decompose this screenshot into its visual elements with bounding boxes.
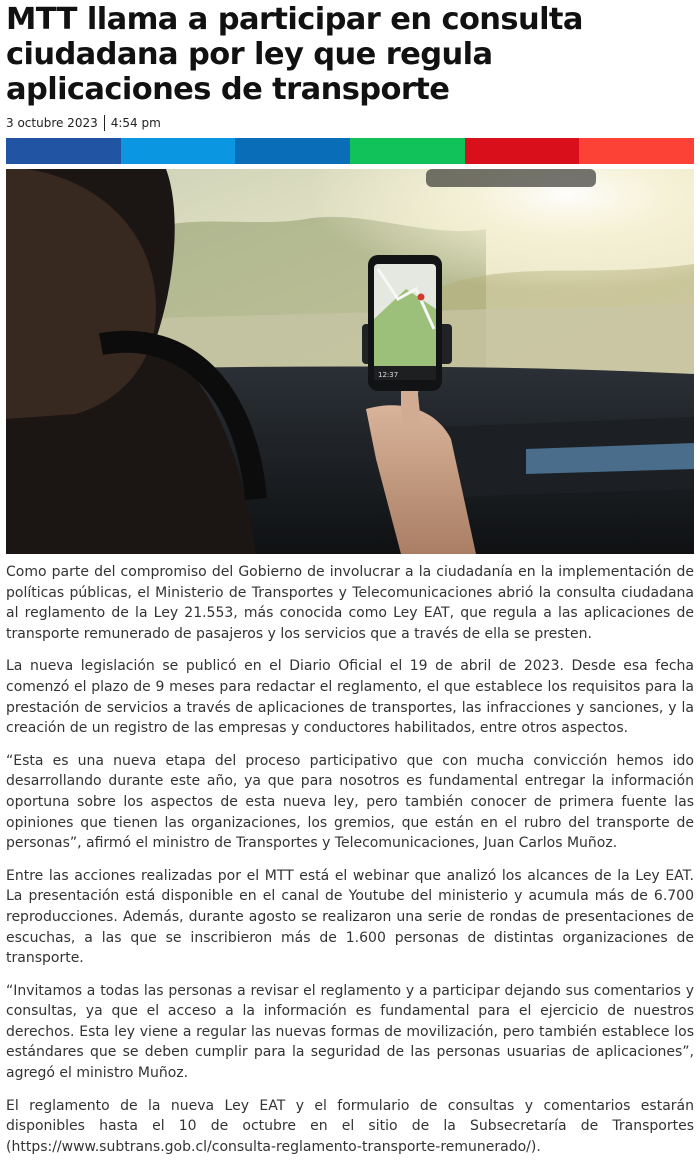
paragraph: “Invitamos a todas las personas a revisar el reglamento y a participar dejando sus comentarios y consultas, ya que el acceso a la información es fundamental para el ejercicio de nuestros derechos. Esta ley viene a regular las nuevas formas de movilización, pero también establece los estándares que se deben cumplir para la seguridad de las personas usuarias de aplicaciones”, agregó el ministro Muñoz. <box>6 982 694 1082</box>
hero-image <box>6 169 694 554</box>
color-stripe-6 <box>579 138 694 164</box>
paragraph: Como parte del compromiso del Gobierno de involucrar a la ciudadanía en la implementación de políticas públicas, el Ministerio de Transportes y Telecomunicaciones abrió la consulta ciudadana al reglamento de la Ley 21.553, más conocida como Ley EAT, que regula a las aplicaciones de transporte remunerado de pasajeros y los servicios que a través de ella se presten. <box>6 564 694 642</box>
paragraph: El reglamento de la nueva Ley EAT y el formulario de consultas y comentarios estarán disponibles hasta el 10 de octubre en el sitio de la Subsecretaría de Transportes (https://www.subtrans.gob.cl/consulta-reglamento-transporte-remunerado/). <box>6 1097 694 1155</box>
article-time: 4:54 pm <box>110 115 161 130</box>
article-date: 3 octubre 2023 <box>6 115 98 130</box>
color-stripe-1 <box>6 138 121 164</box>
paragraph: Entre las acciones realizadas por el MTT está el webinar que analizó los alcances de la Ley EAT. La presentación está disponible en el canal de Youtube del ministerio y acumula más de 6.700 reproducciones. Además, durante agosto se realizaron una serie de rondas de presentaciones de escuchas, a las que se inscribieron más de 1.600 personas de distintas organizaciones de transporte. <box>6 867 694 967</box>
color-stripe-4 <box>350 138 465 164</box>
phone-clock: 12:37 <box>378 371 399 379</box>
article-title: MTT llama a participar en consulta ciudadana por ley que regula aplicaciones de transporte <box>6 2 583 107</box>
article-body <box>6 562 694 1157</box>
color-stripe-5 <box>465 138 580 164</box>
paragraph: La nueva legislación se publicó en el Diario Oficial el 19 de abril de 2023. Desde esa fecha comenzó el plazo de 9 meses para redactar el reglamento, el que establece los requisitos para la prestación de servicios a través de aplicaciones de transportes, las infracciones y sanciones, y la creación de un registro de las empresas y conductores habilitados, entre otros aspectos. <box>6 658 694 737</box>
color-stripe-2 <box>121 138 236 164</box>
hero-photo-illustration <box>6 169 694 554</box>
brand-color-bar <box>6 138 694 164</box>
article-meta <box>6 114 694 131</box>
color-stripe-3 <box>235 138 350 164</box>
article-page <box>6 0 694 1157</box>
meta-divider <box>104 115 105 131</box>
paragraph: “Esta es una nueva etapa del proceso participativo que con mucha convicción hemos ido desarrollando durante este año, ya que para nosotros es fundamental entregar la información oportuna sobre los aspectos de esta nueva ley, pero también conocer de primera fuente las opiniones que tienen las organizaciones, los gremios, que están en el rubro del transporte de personas”, afirmó el ministro de Transportes y Telecomunicaciones, Juan Carlos Muñoz. <box>6 752 694 852</box>
